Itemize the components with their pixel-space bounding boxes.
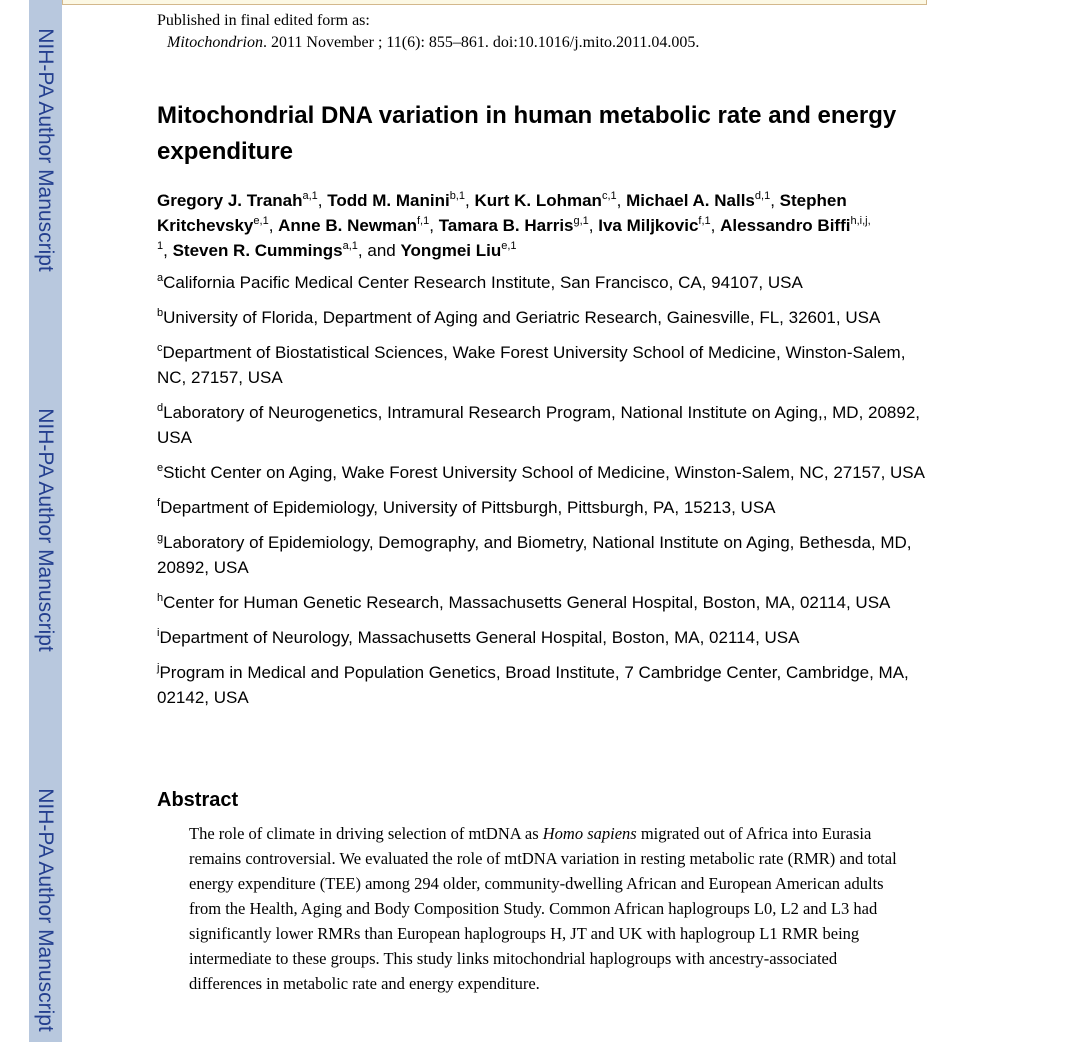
author-affiliation-marks: a,1 bbox=[302, 190, 318, 202]
affiliation-list bbox=[157, 270, 932, 720]
affiliation bbox=[157, 590, 932, 615]
author-name: Steven R. Cummings bbox=[172, 241, 343, 260]
author-name: Iva Miljkovic bbox=[598, 216, 699, 235]
affiliation-mark: g bbox=[157, 532, 164, 544]
affiliation-mark: h bbox=[157, 592, 164, 604]
affiliation-mark: a bbox=[157, 272, 164, 284]
paper-title: Mitochondrial DNA variation in human metabolic rate and energy expenditure bbox=[157, 102, 897, 165]
affiliation-mark: j bbox=[157, 662, 160, 674]
affiliation-mark: i bbox=[157, 627, 160, 639]
author-list bbox=[157, 188, 932, 263]
author-affiliation-marks: b,1 bbox=[449, 190, 465, 202]
author-affiliation-marks: e,1 bbox=[501, 240, 517, 252]
affiliation bbox=[157, 530, 932, 580]
affiliation bbox=[157, 340, 932, 390]
author-separator: , bbox=[163, 241, 173, 260]
affiliation-text: University of Florida, Department of Aging and Geriatric Research, Gainesville, FL, 32601, USA bbox=[163, 308, 881, 327]
author-name: Alessandro Biffi bbox=[720, 216, 851, 235]
affiliation bbox=[157, 460, 932, 485]
author-separator: , bbox=[588, 216, 599, 235]
author-name: Tamara B. Harris bbox=[438, 216, 574, 235]
affiliation bbox=[157, 270, 932, 295]
affiliation-text: California Pacific Medical Center Research Institute, San Francisco, CA, 94107, USA bbox=[163, 273, 803, 292]
affiliation-text: Program in Medical and Population Genetics, Broad Institute, 7 Cambridge Center, Cambridge, MA, 02142, USA bbox=[157, 663, 909, 707]
author-separator: , bbox=[268, 216, 279, 235]
affiliation-text: Department of Neurology, Massachusetts General Hospital, Boston, MA, 02114, USA bbox=[159, 628, 800, 647]
author-name: Stephen Kritchevsky bbox=[157, 191, 847, 235]
author-name: Yongmei Liu bbox=[400, 241, 502, 260]
author-name: Todd M. Manini bbox=[327, 191, 450, 210]
author-separator: , bbox=[317, 191, 328, 210]
affiliation bbox=[157, 495, 932, 520]
author-name: Gregory J. Tranah bbox=[157, 191, 303, 210]
affiliation-text: Sticht Center on Aging, Wake Forest University School of Medicine, Winston-Salem, NC, 27157, USA bbox=[163, 463, 925, 482]
author-affiliation-marks: d,1 bbox=[754, 190, 771, 202]
affiliation-mark: e bbox=[157, 462, 164, 474]
author-separator: , bbox=[616, 191, 627, 210]
affiliation-text: Center for Human Genetic Research, Massachusetts General Hospital, Boston, MA, 02114, USA bbox=[163, 593, 891, 612]
author-affiliation-marks: 1 bbox=[157, 240, 164, 252]
affiliation-mark: d bbox=[157, 402, 164, 414]
species-name: Homo sapiens bbox=[542, 824, 637, 843]
affiliation-text: Laboratory of Epidemiology, Demography, and Biometry, National Institute on Aging, Bethesda, MD, 20892, USA bbox=[157, 533, 912, 577]
author-separator: , bbox=[429, 216, 439, 235]
author-name: Kurt K. Lohman bbox=[474, 191, 602, 210]
affiliation-text: Laboratory of Neurogenetics, Intramural Research Program, National Institute on Aging,, MD, 20892, USA bbox=[157, 403, 921, 447]
affiliation bbox=[157, 660, 932, 710]
affiliation-text: Department of Epidemiology, University of Pittsburgh, Pittsburgh, PA, 15213, USA bbox=[160, 498, 776, 517]
header-banner-edge bbox=[62, 0, 927, 5]
author-affiliation-marks: e,1 bbox=[253, 215, 269, 227]
author-affiliation-marks: a,1 bbox=[342, 240, 358, 252]
citation bbox=[157, 10, 699, 54]
author-separator: , bbox=[710, 216, 721, 235]
affiliation-mark: b bbox=[157, 307, 164, 319]
author-separator: , and bbox=[357, 241, 401, 260]
author-affiliation-marks: f,1 bbox=[417, 215, 430, 227]
abstract-text: The role of climate in driving selection of mtDNA as Homo sapiens migrated out of Africa into Eurasia remains controversial. We evaluated the role of mtDNA variation in resting metabolic rate (RMR) and total energy expenditure (TEE) among 294 older, community-dwelling African and European American adults from the Health, Aging and Body Composition Study. Common African haplogroups L0, L2 and L3 had significantly lower RMRs than European haplogroups H, JT and UK with haplogroup L1 RMR being intermediate to these groups. This study links mitochondrial haplogroups with ancestry-associated differences in metabolic rate and energy expenditure. bbox=[189, 824, 897, 993]
author-affiliation-marks: c,1 bbox=[601, 190, 617, 202]
affiliation bbox=[157, 625, 932, 650]
author-name: Michael A. Nalls bbox=[626, 191, 755, 210]
author-separator: , bbox=[770, 191, 780, 210]
affiliation bbox=[157, 305, 932, 330]
affiliation bbox=[157, 400, 932, 450]
author-name: Anne B. Newman bbox=[278, 216, 417, 235]
affiliation-mark: c bbox=[157, 342, 163, 354]
affiliation-mark: f bbox=[157, 497, 161, 509]
author-affiliation-marks: g,1 bbox=[573, 215, 589, 227]
journal-name: Mitochondrion bbox=[167, 34, 263, 51]
citation-prefix: Published in final edited form as: bbox=[157, 12, 370, 29]
author-separator: , bbox=[464, 191, 475, 210]
affiliation-text: Department of Biostatistical Sciences, Wake Forest University School of Medicine, Winston-Salem, NC, 27157, USA bbox=[157, 343, 906, 387]
abstract-heading: Abstract bbox=[157, 789, 239, 811]
author-affiliation-marks: f,1 bbox=[698, 215, 711, 227]
citation-details: Mitochondrion. 2011 November ; 11(6): 855–861. doi:10.1016/j.mito.2011.04.005. bbox=[167, 34, 700, 51]
author-affiliation-marks: h,i,j, bbox=[850, 215, 871, 227]
